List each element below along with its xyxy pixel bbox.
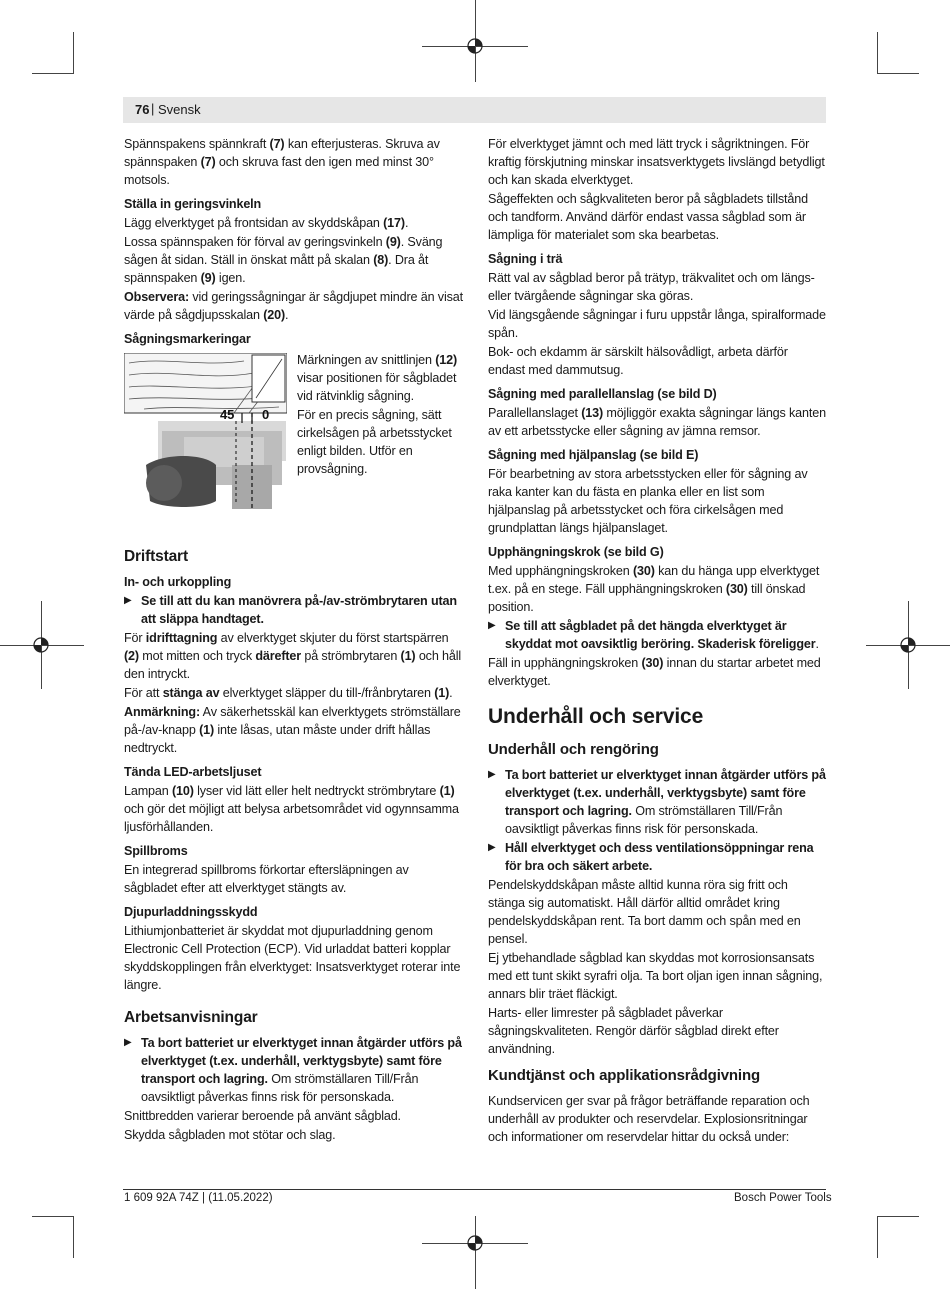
paragraph: Märkningen av snittlinjen (12) visar positionen för sågbladet vid rätvinklig sågning. (297, 353, 458, 403)
section-title: Kundtjänst och applikationsrådgivning (488, 1067, 760, 1084)
paragraph: Parallellanslaget (13) möjliggör exakta sågningar längs kanten av ett arbetsstycke eller sågning av jämna remsor. (488, 406, 826, 438)
paragraph: För att stänga av elverktyget släpper du till-/frånbrytaren (1). (124, 686, 453, 700)
section-heading: Ställa in geringsvinkeln (124, 197, 262, 211)
warning-bullet: ▶ Håll elverktyget och dess ventilationsöppningar rena för bra och säkert arbete. (488, 841, 814, 873)
section-heading: Sågningsmarkeringar (124, 332, 251, 346)
paragraph: Lägg elverktyget på frontsidan av skyddskåpan (17). (124, 216, 409, 230)
page-number: 76 (135, 102, 150, 117)
paragraph: Lithiumjonbatteriet är skyddat mot djupurladdning genom Electronic Cell Protection (ECP). Vid urladdat batteri kopplar skyddskopplingen från elverktyget: Insatsverktyget roterar inte längre. (124, 924, 461, 992)
paragraph: För idrifttagning av elverktyget skjuter du först startspärren (2) mot mitten och tryck därefter på strömbrytaren (1) och håll den intryckt. (124, 631, 462, 681)
section-heading: Sågning i trä (488, 252, 563, 266)
section-heading: Sågning med hjälpanslag (se bild E) (488, 448, 699, 462)
paragraph: Rätt val av sågblad beror på trätyp, träkvalitet och om längs- eller tvärgående sågningar ska göras. (488, 271, 815, 303)
crop-mark (877, 1216, 878, 1258)
paragraph: Harts- eller limrester på sågbladet påverkar sågningskvaliteten. Rengör därför sågblad direkt efter användning. (488, 1006, 779, 1056)
chapter-title: Underhåll och service (488, 705, 704, 728)
registration-target-icon (466, 37, 484, 55)
paragraph: Med upphängningskroken (30) kan du hänga upp elverktyget t.ex. på en stege. Fäll upphängningskroken (30) till önskad position. (488, 564, 820, 614)
crop-mark (32, 1216, 74, 1217)
bullet-triangle-icon: ▶ (124, 1037, 132, 1048)
paragraph: Vid längsgående sågningar i furu uppstår långa, spiralformade spån. (488, 308, 826, 340)
document-number: 1 609 92A 74Z | (11.05.2022) (124, 1192, 273, 1204)
warning-bullet: ▶ Ta bort batteriet ur elverktyget innan åtgärder utförs på elverktyget (t.ex. underhåll, verktygsbyte) samt före transport och lagring. Om strömställaren Till/Från oavsiktligt påverkas finns risk för personskada. (124, 1036, 462, 1104)
bullet-triangle-icon: ▶ (488, 620, 496, 631)
right-column (488, 135, 826, 1147)
section-heading: Djupurladdningsskydd (124, 905, 258, 919)
warning-bullet: ▶ Se till att sågbladet på det hängda elverktyget är skyddat mot oavsiktlig beröring. Skaderisk föreligger. (488, 619, 819, 651)
crop-mark (475, 1216, 476, 1289)
bullet-triangle-icon: ▶ (124, 595, 132, 606)
markings-figure-row (124, 351, 464, 533)
paragraph: Pendelskyddskåpan måste alltid kunna röra sig fritt och stänga sig automatiskt. Håll därför alltid området kring pendelskyddskåpan rent. Ta bort damm och spån med en pensel. (488, 878, 801, 946)
paragraph: Lampan (10) lyser vid lätt eller helt nedtryckt strömbrytare (1) och gör det möjligt att belysa arbetsområdet vid ogynnsamma ljusförhållanden. (124, 784, 459, 834)
page-header (123, 97, 826, 123)
registration-target-icon (899, 636, 917, 654)
paragraph: Sågeffekten och sågkvaliteten beror på sågbladets tillstånd och tandform. Använd därför endast vassa sågblad som är lämpliga för materialet som ska bearbetas. (488, 192, 808, 242)
paragraph: Fäll in upphängningskroken (30) innan du startar arbetet med elverktyget. (488, 656, 821, 688)
paragraph: Bok- och ekdamm är särskilt hälsovådligt, arbeta därför endast med dammutsug. (488, 345, 788, 377)
crop-mark (32, 73, 74, 74)
bullet-triangle-icon: ▶ (488, 769, 496, 780)
left-column (124, 135, 464, 1145)
paragraph: För elverktyget jämnt och med lätt tryck i sågriktningen. För kraftig förskjutning minskar insatsverktygets livslängd betydligt och kan skada elverktyget. (488, 137, 825, 187)
crop-mark (877, 1216, 919, 1217)
crop-mark (73, 1216, 74, 1258)
paragraph: Lossa spännspaken för förval av geringsvinkeln (9). Sväng sågen åt sidan. Ställ in önskat mått på skalan (8). Dra åt spännspaken (9) igen. (124, 235, 443, 285)
section-heading: Sågning med parallellanslag (se bild D) (488, 387, 717, 401)
language-label: Svensk (158, 102, 201, 117)
section-heading: Tända LED-arbetsljuset (124, 765, 262, 779)
paragraph: Anmärkning: Av säkerhetsskäl kan elverktygets strömställare på-/av-knapp (1) inte låsas, utan måste under drift hållas nedtryckt. (124, 705, 461, 755)
paragraph: Spännspakens spännkraft (7) kan efterjusteras. Skruva av spännspaken (7) och skruva fast den igen med minst 30° motsols. (124, 137, 440, 187)
paragraph: En integrerad spillbroms förkortar eftersläpningen av sågbladet efter att elverktyget stängts av. (124, 863, 409, 895)
section-heading: Upphängningskrok (se bild G) (488, 545, 664, 559)
warning-bullet: ▶ Se till att du kan manövrera på-/av-strömbrytaren utan att släppa handtaget. (124, 594, 457, 626)
crop-mark (877, 32, 878, 74)
saw-marking-illustration (124, 353, 287, 509)
paragraph: Skydda sågbladen mot stötar och slag. (124, 1128, 336, 1142)
angle-label-45: 45 (220, 407, 235, 422)
bullet-triangle-icon: ▶ (488, 842, 496, 853)
paragraph: Kundservicen ger svar på frågor beträffande reparation och underhåll av produkter och reservdelar. Explosionsritningar och informationer om reservdelar hittar du också under: (488, 1094, 810, 1144)
paragraph: Observera: vid geringssågningar är sågdjupet mindre än visat värde på sågdjupsskalan (20). (124, 290, 463, 322)
section-title: Arbetsanvisningar (124, 1009, 258, 1026)
crop-mark (877, 73, 919, 74)
paragraph: För en precis sågning, sätt cirkelsågen på arbetsstycket enligt bilden. Utför en provsågning. (297, 408, 452, 476)
registration-target-icon (466, 1234, 484, 1252)
paragraph: För bearbetning av stora arbetsstycken eller för sågning av raka kanter kan du fästa en planka eller en list som hjälpanslag på arbetsstycket och föra cirkelsågen med grundplattan längs hjälpanslaget. (488, 467, 808, 535)
footer-rule (123, 1189, 826, 1190)
crop-mark (73, 32, 74, 74)
brand-footer: Bosch Power Tools (734, 1192, 832, 1204)
section-title: Underhåll och rengöring (488, 741, 659, 758)
paragraph: Snittbredden varierar beroende på använt sågblad. (124, 1109, 401, 1123)
registration-target-icon (32, 636, 50, 654)
angle-label-0: 0 (262, 407, 270, 422)
figure-caption (297, 351, 467, 479)
header-separator: | (151, 101, 155, 116)
paragraph: Ej ytbehandlade sågblad kan skyddas mot korrosionsansats med ett tunt skikt syrafri olja. Ta bort oljan igen innan sågning, annars blir träet fläckigt. (488, 951, 823, 1001)
section-title: Driftstart (124, 548, 188, 565)
section-heading: In- och urkoppling (124, 575, 232, 589)
section-heading: Spillbroms (124, 844, 188, 858)
warning-bullet: ▶ Ta bort batteriet ur elverktyget innan åtgärder utförs på elverktyget (t.ex. underhåll, verktygsbyte) samt före transport och lagring. Om strömställaren Till/Från oavsiktligt påverkas finns risk för personskada. (488, 768, 826, 836)
